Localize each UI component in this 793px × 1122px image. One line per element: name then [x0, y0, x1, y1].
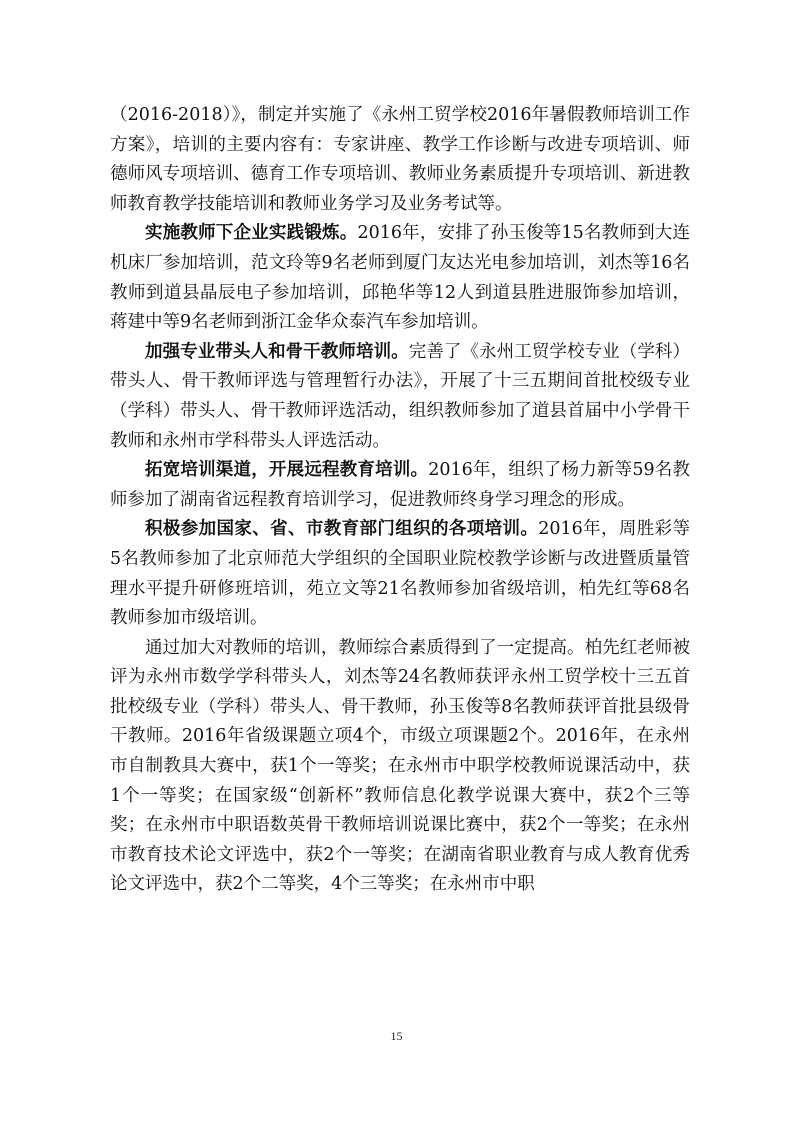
paragraph-text: 2016年，组织了杨力新等59名教师参加了湖南省远程教育培训学习，促进教师终身学习理念的形成。	[110, 460, 690, 510]
paragraph-text: 2016年，安排了孙玉俊等15名教师到大连机床厂参加培训，范文玲等9名老师到厦门友达光电参加培训，刘杰等16名教师到道县晶辰电子参加培训，邱艳华等12人到道县胜进服饰参加培训，蒋建中等9名老师到浙江金华众泰汽车参加培训。	[110, 223, 690, 333]
page-number: 15	[390, 1029, 403, 1043]
paragraph-external-training	[110, 515, 690, 633]
paragraph-enterprise-practice	[110, 219, 690, 337]
paragraph-text: 2016年，周胜彩等5名教师参加了北京师范大学组织的全国职业院校教学诊断与改进暨质量管理水平提升研修班培训，苑立文等21名教师参加省级培训，柏先红等68名教师参加市级培训。	[110, 519, 690, 629]
paragraph-key-teacher-training	[110, 338, 690, 456]
paragraph-heading: 实施教师下企业实践锻炼。	[145, 223, 358, 244]
paragraph-heading: 拓宽培训渠道，开展远程教育培训。	[145, 460, 429, 481]
paragraph-text: （2016-2018）》，制定并实施了《永州工贸学校2016年暑假教师培训工作方案》，培训的主要内容有：专家讲座、教学工作诊断与改进专项培训、师德师风专项培训、德育工作专项培训、教师业务素质提升专项培训、新进教师教育教学技能培训和教师业务学习及业务考试等。	[110, 105, 690, 214]
body-text	[110, 101, 690, 900]
paragraph-remote-training	[110, 456, 690, 515]
paragraph-results	[110, 634, 690, 900]
paragraph-text: 通过加大对教师的培训，教师综合素质得到了一定提高。柏先红老师被评为永州市数学学科带头人，刘杰等24名教师获评永州工贸学校十三五首批校级专业（学科）带头人、骨干教师，孙玉俊等8名教师获评首批县级骨干教师。2016年省级课题立项4个，市级立项课题2个。2016年，在永州市自制教具大赛中，获1个一等奖；在永州市中职学校教师说课活动中，获1个一等奖；在国家级“创新杯”教师信息化教学说课大赛中，获2个三等奖；在永州市中职语数英骨干教师培训说课比赛中，获2个一等奖；在永州市教育技术论文评选中，获2个一等奖；在湖南省职业教育与成人教育优秀论文评选中，获2个二等奖，4个三等奖；在永州市中职	[110, 637, 690, 895]
paragraph-text: 完善了《永州工贸学校专业（学科）带头人、骨干教师评选与管理暂行办法》，开展了十三五期间首批校级专业（学科）带头人、骨干教师评选活动，组织教师参加了道县首届中小学骨干教师和永州市学科带头人评选活动。	[110, 341, 690, 451]
paragraph-continued	[110, 101, 690, 219]
paragraph-heading: 积极参加国家、省、市教育部门组织的各项培训。	[145, 519, 539, 540]
paragraph-heading: 加强专业带头人和骨干教师培训。	[145, 341, 409, 362]
